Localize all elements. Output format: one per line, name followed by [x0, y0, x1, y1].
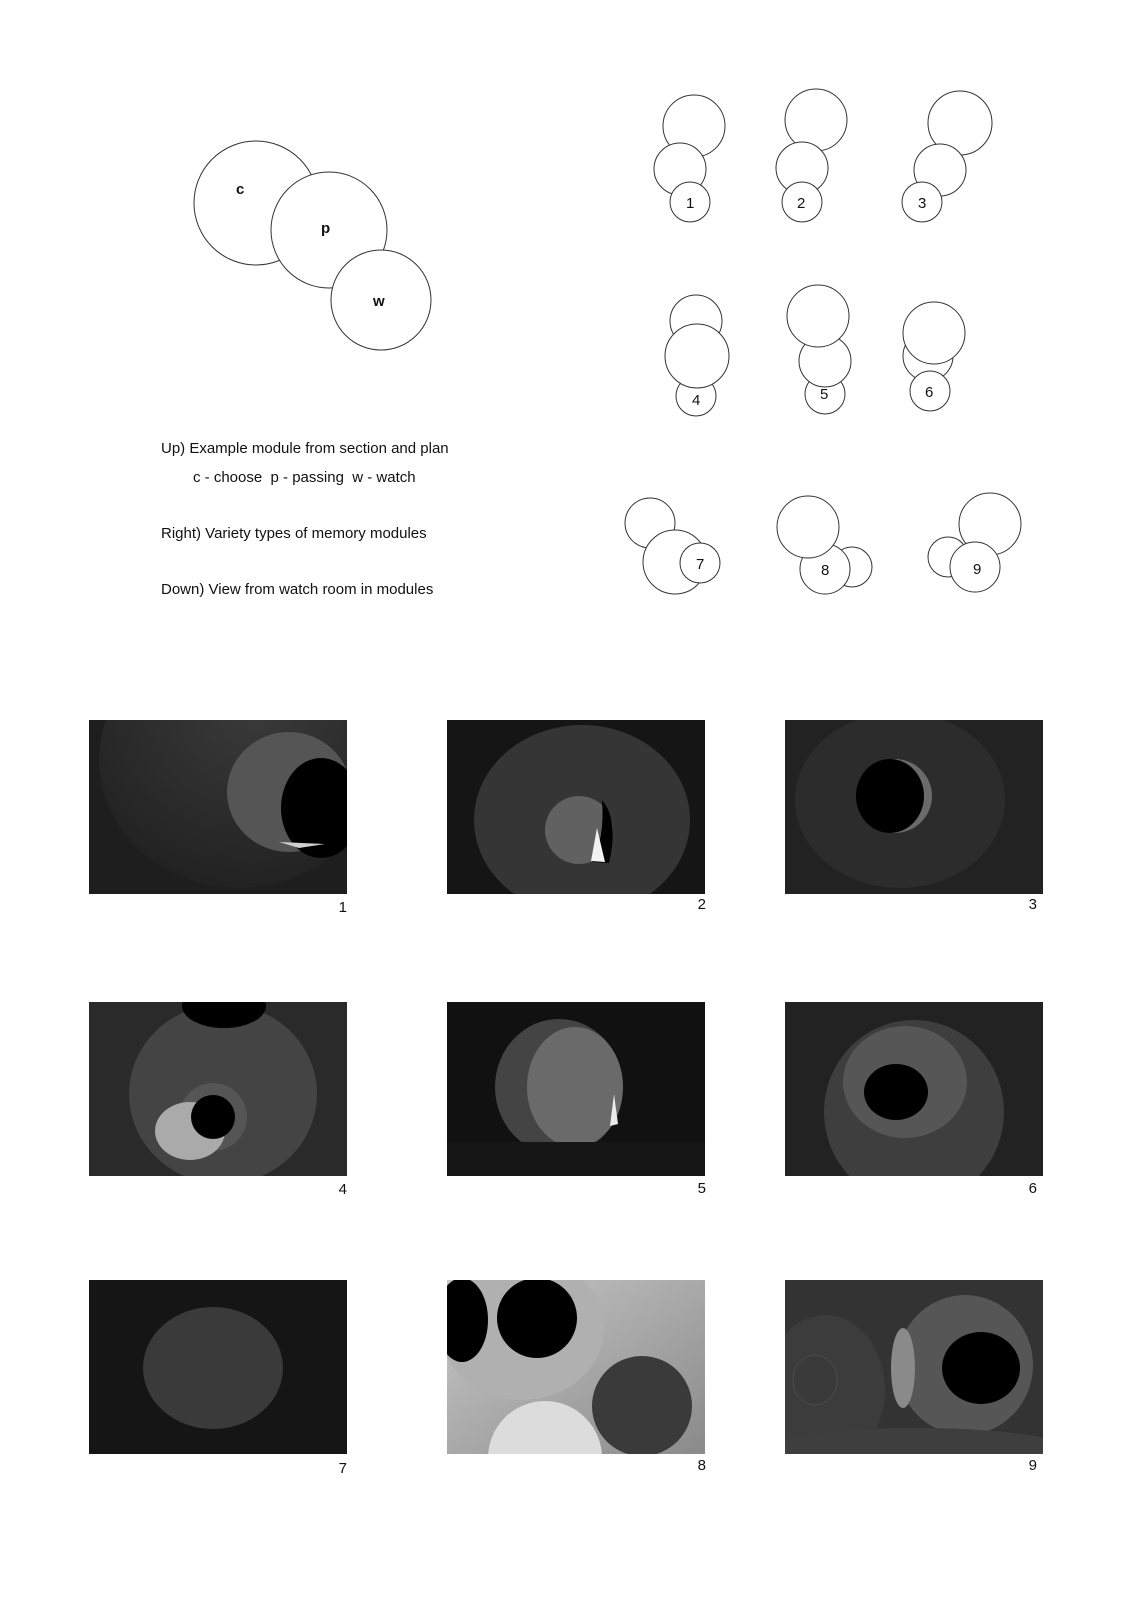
label-p: p — [321, 220, 331, 237]
description-right: Right) Variety types of memory modules — [161, 525, 427, 542]
view-5-label: 5 — [697, 1180, 706, 1197]
view-7-render — [89, 1280, 347, 1454]
module-1-label: 1 — [686, 195, 695, 212]
view-4-label: 4 — [338, 1181, 347, 1198]
module-2-label: 2 — [797, 195, 806, 212]
module-1 — [654, 95, 725, 222]
module-4 — [665, 295, 729, 416]
view-6 — [785, 1002, 1043, 1176]
module-5-label: 5 — [820, 386, 829, 403]
description-down: Down) View from watch room in modules — [161, 581, 434, 598]
module-3 — [902, 91, 992, 222]
view-7-label: 7 — [338, 1460, 347, 1477]
view-1-render — [89, 720, 347, 894]
view-3-label: 3 — [1028, 896, 1037, 913]
label-w: w — [373, 293, 385, 310]
module-6 — [903, 302, 965, 411]
module-3-label: 3 — [918, 195, 927, 212]
module-7-label: 7 — [696, 556, 705, 573]
view-8-render — [447, 1280, 705, 1454]
module-5 — [787, 285, 851, 414]
view-1 — [89, 720, 347, 894]
module-9 — [928, 493, 1021, 592]
view-3-render — [785, 720, 1043, 894]
module-8-label: 8 — [821, 562, 830, 579]
view-1-label: 1 — [338, 899, 347, 916]
module-4-label: 4 — [692, 392, 701, 409]
description-up: Up) Example module from section and plan — [161, 440, 449, 457]
view-5-render — [447, 1002, 705, 1176]
view-3 — [785, 720, 1043, 894]
view-9 — [785, 1280, 1043, 1454]
label-c: c — [236, 181, 245, 198]
view-8 — [447, 1280, 705, 1454]
view-8-label: 8 — [697, 1457, 706, 1474]
plan-module — [194, 141, 431, 350]
view-9-render — [785, 1280, 1043, 1454]
module-9-label: 9 — [973, 561, 982, 578]
view-2-render — [447, 720, 705, 894]
module-8 — [777, 496, 872, 594]
module-diagrams — [0, 0, 1130, 640]
view-5 — [447, 1002, 705, 1176]
view-6-label: 6 — [1028, 1180, 1037, 1197]
view-9-label: 9 — [1028, 1457, 1037, 1474]
view-4 — [89, 1002, 347, 1176]
view-2-label: 2 — [697, 896, 706, 913]
view-4-render — [89, 1002, 347, 1176]
description-legend: c - choose p - passing w - watch — [193, 469, 416, 486]
view-7 — [89, 1280, 347, 1454]
view-6-render — [785, 1002, 1043, 1176]
module-6-label: 6 — [925, 384, 934, 401]
view-2 — [447, 720, 705, 894]
module-7 — [625, 498, 720, 594]
module-2 — [776, 89, 847, 222]
